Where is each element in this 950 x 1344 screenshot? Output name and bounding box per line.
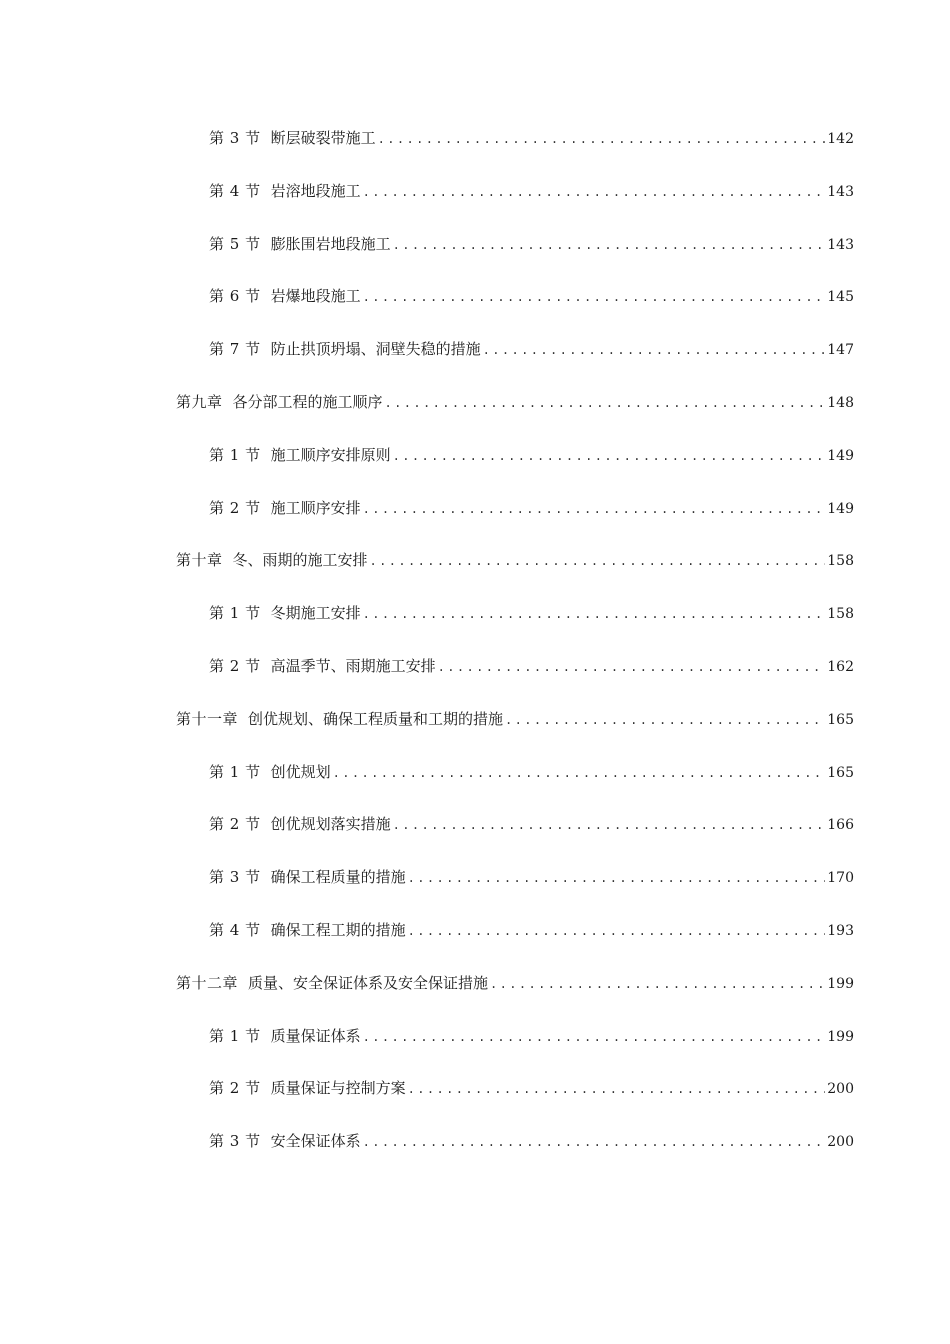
dot-leader [393, 234, 826, 256]
toc-entry[interactable] [0, 170, 950, 223]
toc-page-number: 142 [827, 131, 854, 147]
dot-leader [363, 181, 826, 203]
dot-leader [363, 286, 826, 308]
toc-page-number: 145 [827, 289, 854, 306]
toc-title: 岩爆地段施工 [270, 287, 361, 306]
toc-title: 创优规划落实措施 [270, 815, 391, 834]
toc-number: 第 7 节 [209, 340, 261, 359]
toc-title: 质量保证体系 [270, 1026, 361, 1045]
toc-number: 第 2 节 [209, 1079, 261, 1098]
dot-leader [370, 550, 826, 572]
toc-title: 岩溶地段施工 [270, 181, 361, 200]
toc-page-number: 199 [827, 1028, 854, 1045]
toc-entry[interactable] [0, 803, 950, 856]
dot-leader [363, 1131, 826, 1153]
toc-number: 第十二章 [176, 973, 239, 992]
toc-page-number: 170 [827, 870, 854, 887]
toc-page-number: 200 [827, 1081, 854, 1098]
toc-title: 质量、安全保证体系及安全保证措施 [248, 973, 489, 992]
toc-title: 断层破裂带施工 [270, 129, 376, 147]
toc-number: 第 1 节 [209, 762, 261, 781]
dot-leader [408, 1078, 826, 1100]
toc-number: 第 2 节 [209, 656, 261, 675]
toc-number: 第十章 [176, 551, 223, 570]
table-of-contents [0, 117, 950, 1173]
toc-title: 高温季节、雨期施工安排 [270, 656, 436, 675]
toc-number: 第 4 节 [209, 920, 261, 939]
toc-page-number: 158 [827, 553, 854, 570]
dot-leader [363, 1026, 826, 1048]
dot-leader [490, 973, 825, 995]
dot-leader [363, 603, 826, 625]
toc-page-number: 149 [827, 447, 854, 464]
toc-title: 确保工程质量的措施 [270, 868, 406, 887]
toc-entry[interactable] [0, 1067, 950, 1120]
toc-entry[interactable] [0, 592, 950, 645]
toc-page-number: 165 [827, 711, 854, 728]
toc-page-number: 165 [827, 764, 854, 781]
toc-number: 第 3 节 [209, 1132, 261, 1151]
toc-title: 确保工程工期的措施 [270, 920, 406, 939]
dot-leader [505, 709, 825, 731]
toc-title: 施工顺序安排 [270, 498, 361, 517]
toc-entry[interactable] [0, 1120, 950, 1173]
toc-page-number: 166 [827, 817, 854, 834]
toc-title: 创优规划、确保工程质量和工期的措施 [248, 709, 504, 728]
toc-page-number: 143 [827, 236, 854, 253]
dot-leader [393, 814, 826, 836]
toc-title: 创优规划 [270, 762, 331, 781]
dot-leader [378, 128, 826, 150]
toc-chapter-entry[interactable] [0, 962, 950, 1015]
dot-leader [363, 498, 826, 520]
toc-entry[interactable] [0, 223, 950, 276]
toc-title: 膨胀围岩地段施工 [270, 234, 391, 253]
toc-page-number: 199 [827, 975, 854, 992]
toc-chapter-entry[interactable] [0, 698, 950, 751]
toc-number: 第 6 节 [209, 287, 261, 306]
toc-entry[interactable] [0, 751, 950, 804]
dot-leader [438, 656, 826, 678]
toc-number: 第 4 节 [209, 181, 261, 200]
toc-chapter-entry[interactable] [0, 539, 950, 592]
toc-entry[interactable] [0, 117, 950, 170]
toc-number: 第 1 节 [209, 445, 261, 464]
toc-entry[interactable] [0, 856, 950, 909]
toc-entry[interactable] [0, 645, 950, 698]
toc-title: 各分部工程的施工顺序 [232, 392, 383, 411]
toc-number: 第九章 [176, 392, 223, 411]
toc-page-number: 193 [827, 922, 854, 939]
toc-chapter-entry[interactable] [0, 381, 950, 434]
toc-page-number: 158 [827, 606, 854, 623]
toc-entry[interactable] [0, 1015, 950, 1068]
toc-number: 第 3 节 [209, 129, 261, 147]
dot-leader [483, 339, 826, 361]
toc-entry[interactable] [0, 275, 950, 328]
toc-number: 第 2 节 [209, 498, 261, 517]
toc-entry[interactable] [0, 487, 950, 540]
toc-page-number: 200 [827, 1134, 854, 1151]
toc-entry[interactable] [0, 328, 950, 381]
toc-page-number: 148 [827, 394, 854, 411]
toc-title: 冬、雨期的施工安排 [232, 551, 368, 570]
dot-leader [393, 445, 826, 467]
toc-page-number: 162 [827, 658, 854, 675]
dot-leader [333, 762, 826, 784]
dot-leader [385, 392, 826, 414]
toc-number: 第 1 节 [209, 1026, 261, 1045]
toc-title: 安全保证体系 [270, 1132, 361, 1151]
toc-number: 第 5 节 [209, 234, 261, 253]
toc-title: 质量保证与控制方案 [270, 1079, 406, 1098]
toc-title: 防止拱顶坍塌、洞壁失稳的措施 [270, 340, 481, 359]
toc-title: 施工顺序安排原则 [270, 445, 391, 464]
toc-page-number: 147 [827, 342, 854, 359]
toc-number: 第 2 节 [209, 815, 261, 834]
dot-leader [408, 920, 826, 942]
toc-page-number: 149 [827, 500, 854, 517]
toc-number: 第 3 节 [209, 868, 261, 887]
toc-entry[interactable] [0, 434, 950, 487]
toc-number: 第 1 节 [209, 604, 261, 623]
toc-page-number: 143 [827, 183, 854, 200]
dot-leader [408, 867, 826, 889]
toc-entry[interactable] [0, 909, 950, 962]
toc-number: 第十一章 [176, 709, 239, 728]
toc-title: 冬期施工安排 [270, 604, 361, 623]
